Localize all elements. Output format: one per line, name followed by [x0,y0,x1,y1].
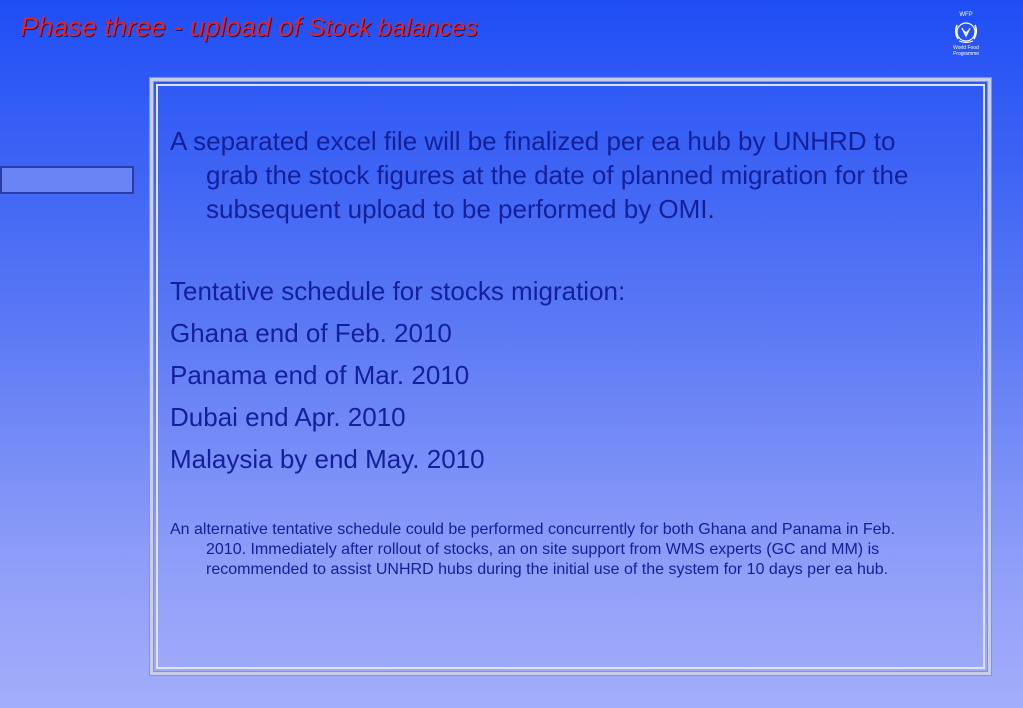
slide-title-part2: Stock balances [308,14,478,42]
slide-title [20,12,478,43]
wfp-logo [944,12,988,64]
schedule-heading: Tentative schedule for stocks migration: [170,276,626,306]
side-decoration-box [0,166,134,194]
body-text [170,124,930,580]
schedule-item-panama: Panama end of Mar. 2010 [170,360,470,390]
content-panel [156,84,985,669]
schedule-item-malaysia: Malaysia by end May. 2010 [170,444,485,474]
schedule-item-ghana: Ghana end of Feb. 2010 [170,318,452,348]
wfp-emblem-icon [951,19,981,45]
logo-name-line2: Programme [952,51,980,57]
logo-abbreviation: WFP [959,12,973,18]
slide-title-part1: Phase three - upload of [20,12,309,42]
content-frame [150,78,991,675]
schedule-item-dubai: Dubai end Apr. 2010 [170,402,406,432]
paragraph-alternative-schedule: An alternative tentative schedule could be performed concurrently for both Ghana and Panama in Feb. 2010. Immediately after rollout of stocks, an on site support from WMS experts (GC and MM) is recommended to assist UNHRD hubs during the initial use of the system for 10 days per ea hub. [170,521,895,578]
paragraph-excel-file: A separated excel file will be finalized per ea hub by UNHRD to grab the stock figures at the date of planned migration for the subsequent upload to be performed by OMI. [170,126,909,224]
logo-name-line1: World Food [953,45,979,51]
